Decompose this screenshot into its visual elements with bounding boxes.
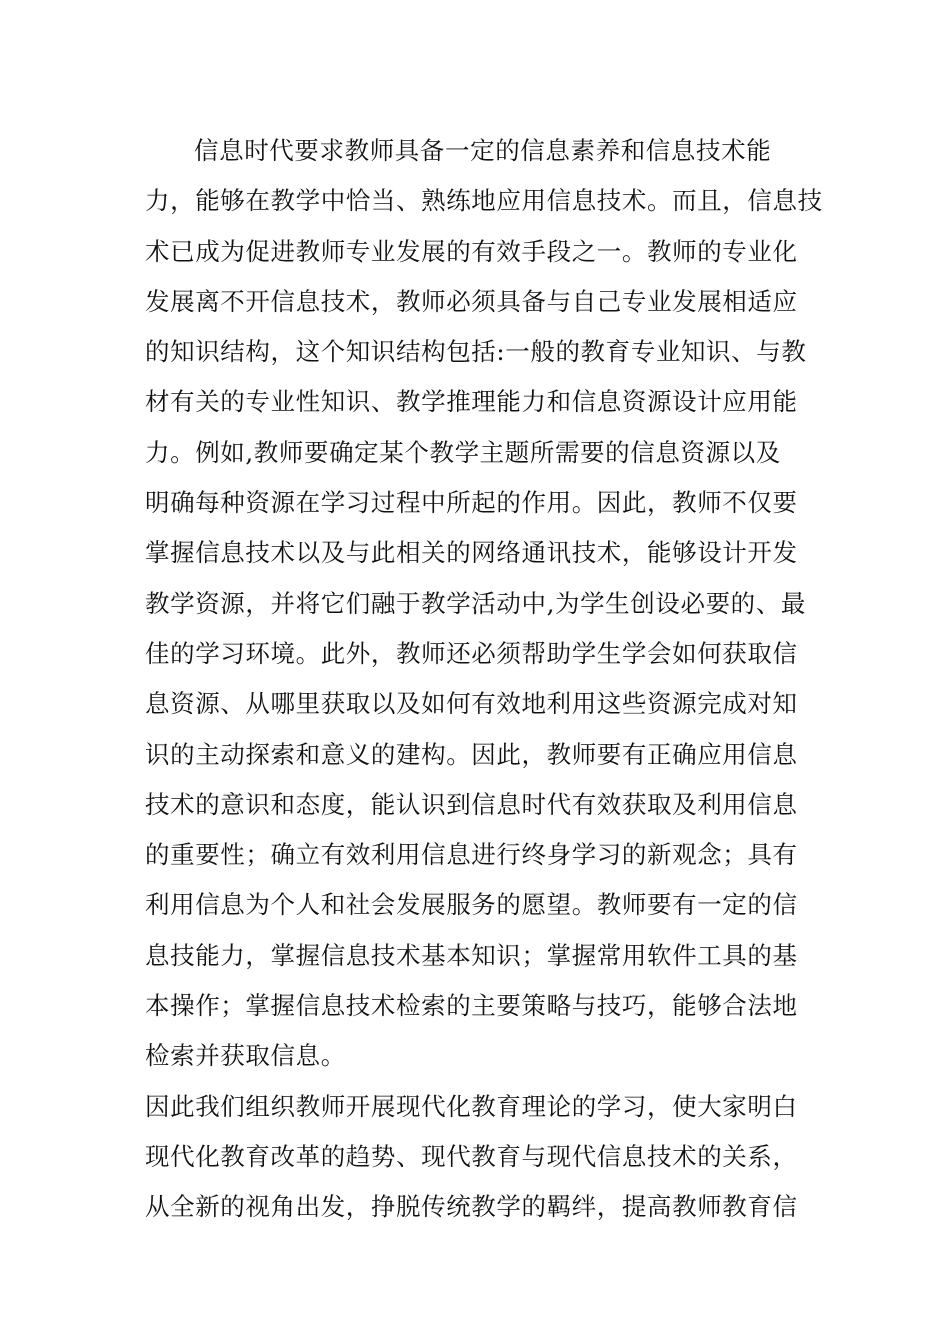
paragraph-line: 的知识结构，这个知识结构包括:一般的教育专业知识、与教	[145, 337, 807, 367]
paragraph-line: 现代化教育改革的趋势、现代教育与现代信息技术的关系，	[145, 1141, 798, 1171]
paragraph-line: 的重要性；确立有效利用信息进行终身学习的新观念；具有	[145, 840, 798, 870]
paragraph-2	[145, 1082, 825, 1233]
paragraph-line: 从全新的视角出发，挣脱传统教学的羁绊，提高教师教育信	[145, 1192, 798, 1222]
paragraph-line: 检索并获取信息。	[145, 1041, 346, 1071]
paragraph-line: 息资源、从哪里获取以及如何有效地利用这些资源完成对知	[145, 689, 798, 719]
paragraph-line: 佳的学习环境。此外，教师还必须帮助学生学会如何获取信	[145, 638, 798, 668]
paragraph-line: 识的主动探索和意义的建构。因此，教师要有正确应用信息	[145, 739, 798, 769]
paragraph-line: 利用信息为个人和社会发展服务的愿望。教师要有一定的信	[145, 890, 798, 920]
paragraph-line: 力。例如,教师要确定某个教学主题所需要的信息资源以及	[145, 437, 781, 467]
paragraph-line: 本操作；掌握信息技术检索的主要策略与技巧，能够合法地	[145, 991, 798, 1021]
paragraph-line: 力，能够在教学中恰当、熟练地应用信息技术。而且，信息技	[145, 186, 823, 216]
paragraph-line: 技术的意识和态度，能认识到信息时代有效获取及利用信息	[145, 789, 798, 819]
paragraph-line: 息技能力，掌握信息技术基本知识；掌握常用软件工具的基	[145, 940, 798, 970]
paragraph-line: 掌握信息技术以及与此相关的网络通讯技术，能够设计开发	[145, 538, 798, 568]
paragraph-line: 因此我们组织教师开展现代化教育理论的学习，使大家明白	[145, 1091, 798, 1121]
paragraph-line: 材有关的专业性知识、教学推理能力和信息资源设计应用能	[145, 387, 798, 417]
document-body	[145, 126, 825, 1233]
paragraph-line: 信息时代要求教师具备一定的信息素养和信息技术能	[194, 136, 772, 165]
paragraph-1	[145, 126, 825, 1082]
paragraph-line: 明确每种资源在学习过程中所起的作用。因此，教师不仅要	[145, 488, 798, 518]
paragraph-line: 术已成为促进教师专业发展的有效手段之一。教师的专业化	[145, 236, 798, 266]
paragraph-line: 教学资源，并将它们融于教学活动中,为学生创设必要的、最	[145, 588, 806, 618]
paragraph-line: 发展离不开信息技术，教师必须具备与自己专业发展相适应	[145, 286, 798, 316]
